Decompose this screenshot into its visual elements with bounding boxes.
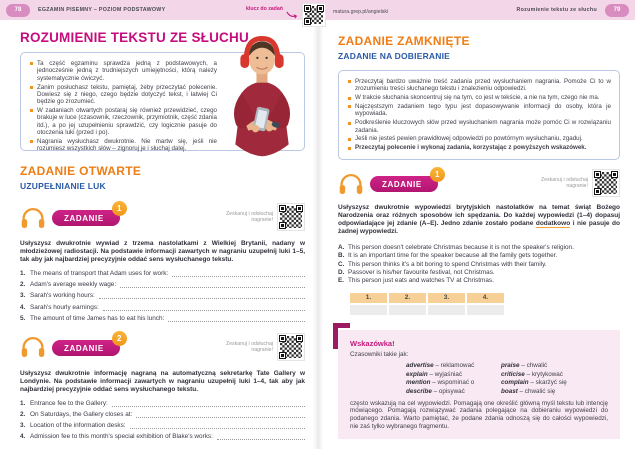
grid-header-cell: 2. <box>389 293 426 303</box>
vocab-entry <box>501 371 608 378</box>
gap-item <box>20 411 305 418</box>
grid-answer-cell <box>428 305 465 315</box>
section-subtitle-matching: ZADANIE NA DOBIERANIE <box>338 51 451 61</box>
headphones-icon <box>338 172 364 195</box>
vocab-translation: – opisywać <box>433 387 465 395</box>
vocab-translation: – chwalić <box>521 362 548 370</box>
scan-hint-text: Zeskanuj i odsłuchaj nagranie! <box>225 340 273 353</box>
vocab-entry <box>501 379 608 386</box>
option-text: It is an important time for the speaker because all the family gets together. <box>348 252 558 260</box>
vocab-word: advertise <box>406 362 434 370</box>
gap-item <box>20 270 305 277</box>
task-badge <box>370 169 440 193</box>
task1-gap-list <box>20 270 305 322</box>
vocab-list <box>406 362 608 395</box>
dotted-answer-line <box>217 434 305 440</box>
tip-bullet: Najczęstszym zadaniem tego typu jest dopasowywanie informacji do osoby, która je wypowiada. <box>347 103 611 118</box>
grid-answer-cell <box>350 305 387 315</box>
hint-body: często wskazują na cel wypowiedzi. Pomagają one określić główną myśl tekstu lub intencję mówiącego. Pomagają rozwiązywać zadania polegające na dobieraniu wypowiedzi do podanego zdania. Warto pamiętać, że podane zdania odnoszą się do całości wypowiedzi, nie zaś tylko wybranego fragmentu. <box>350 399 608 430</box>
vocab-word: criticise <box>501 370 525 378</box>
vocab-translation: – krytykować <box>526 370 563 378</box>
vocab-word: describe <box>406 387 432 395</box>
vocab-word: explain <box>406 370 428 378</box>
dotted-answer-line <box>136 412 305 418</box>
task1-badge-row <box>338 168 620 198</box>
qr-code-task1-audio <box>592 169 620 197</box>
item-text: Admission fee to this month's special exhibition of Blake's works: <box>30 433 213 441</box>
item-number: 3. <box>20 422 26 430</box>
task-badge-label: ZADANIE <box>370 176 438 192</box>
answer-grid <box>350 293 504 315</box>
hint-lead: Czasowniki takie jak: <box>350 351 409 359</box>
site-url: matura.grep.pl/angielski <box>333 9 389 15</box>
vocab-entry <box>406 388 501 395</box>
vocab-word: boast <box>501 387 518 395</box>
highlighted-word: dodatkowo <box>535 220 571 228</box>
vocab-entry <box>406 362 501 369</box>
item-text: Sarah's hourly earnings: <box>30 303 99 311</box>
option-letter: D. <box>338 268 345 276</box>
instruction-text: Usłyszysz dwukrotnie wypowiedzi brytyjskich nastolatków na temat świąt Bożego Narodzenia oraz różnych sposobów ich spędzania. Do każdej wypowiedzi (1–4) dopasuj odpowiadające jej zdanie (A–E). Jedno zdanie zostało podane <box>338 204 620 228</box>
task1-instructions: Usłyszysz dwukrotnie wywiad z trzema nastolatkami z Wielkiej Brytanii, nadany w młodzieżowej radiostacji. Na podstawie informacji zawartych w nagraniu uzupełnij luki 1–5, tak aby jak najbardziej precyzyjnie oddać sens wysłuchanego tekstu. <box>20 240 305 263</box>
tip-bullet: W zadaniach otwartych postaraj się również przewidzieć, czego brakuje w luce (czasownik, rzeczownik, przymiotnik, część zdania itd.), a po jej uzupełnieniu sprawdzić, czy logicznie pasuje do otoczenia luki (przed i po). <box>29 107 217 136</box>
task2-gap-list <box>20 400 305 441</box>
item-number: 2. <box>20 281 26 289</box>
header-left-title: EGZAMIN PISEMNY – POZIOM PODSTAWOWY <box>38 7 166 13</box>
right-page <box>338 26 620 439</box>
item-number: 3. <box>20 292 26 300</box>
vocab-translation: – wspominać o <box>432 379 475 387</box>
hint-title: Wskazówka! <box>350 339 395 349</box>
qr-code-answer-key <box>302 3 326 27</box>
tip-bullet: Przeczytaj bardzo uważnie treść zadania przed wysłuchaniem nagrania. Pomoże Ci to w zrozumieniu treści słuchanego tekstu i znalezieniu odpowiedzi. <box>347 78 611 93</box>
hint-box <box>338 330 620 439</box>
header-right-title: Rozumienie tekstu ze słuchu <box>516 7 597 13</box>
item-text: The means of transport that Adam uses for work: <box>30 270 169 277</box>
dotted-answer-line <box>168 316 305 322</box>
section-title-open-task: ZADANIE OTWARTE <box>20 164 142 178</box>
qr-key-label: klucz do zadań <box>246 6 283 12</box>
item-number: 1. <box>20 399 26 407</box>
vocab-entry <box>406 371 501 378</box>
page-number-badge-right: 79 <box>605 4 629 17</box>
headphones-icon <box>20 335 46 358</box>
task1-badge-row <box>20 202 305 232</box>
page-gutter <box>313 20 323 449</box>
item-number: 4. <box>20 433 26 441</box>
dotted-answer-line <box>172 271 305 277</box>
item-number: 4. <box>20 303 26 311</box>
option-letter: A. <box>338 244 345 252</box>
task2-badge-row <box>20 332 305 362</box>
matching-tips-list <box>347 78 611 152</box>
option-letter: B. <box>338 252 345 260</box>
tip-bullet-bold: Przeczytaj polecenie i wykonaj zadania, korzystając z powyższych wskazówek. <box>347 144 611 151</box>
item-text: Sarah's working hours: <box>30 292 95 300</box>
gap-item <box>20 422 305 429</box>
item-text: Adam's average weekly wage: <box>30 281 117 289</box>
gap-item <box>20 315 305 322</box>
item-number: 5. <box>20 314 26 322</box>
item-number: 1. <box>20 270 26 277</box>
tip-bullet: Nagrania wysłuchasz dwukrotnie. Nie martw się, jeśli nie rozumiesz wszystkich słów – zignoruj je i słuchaj dalej. <box>29 138 217 153</box>
page-number-badge-left: 78 <box>6 4 30 17</box>
grid-answer-cell <box>389 305 426 315</box>
curved-arrow-icon <box>286 10 300 20</box>
item-text: On Saturdays, the Gallery closes at: <box>30 410 133 418</box>
grid-answer-cell <box>467 305 504 315</box>
left-page <box>20 26 305 445</box>
instruction-text: i nie pasuje do żadnej wypowiedzi. <box>338 220 620 236</box>
task-number-badge: 2 <box>112 331 127 346</box>
task-badge-label: ZADANIE <box>52 340 120 356</box>
grid-header-cell: 3. <box>428 293 465 303</box>
dotted-answer-line <box>130 423 305 429</box>
dotted-answer-line <box>120 282 305 288</box>
vocab-word: praise <box>501 362 520 370</box>
grid-header-cell: 1. <box>350 293 387 303</box>
scan-hint-text: Zeskanuj i odsłuchaj nagranie! <box>540 176 588 190</box>
vocab-translation: – reklamować <box>435 362 475 370</box>
hint-corner-mark <box>333 323 350 328</box>
tip-bullet: Jeśli nie jesteś pewien prawidłowej odpowiedzi po powtórnym wysłuchaniu, zgaduj. <box>347 135 611 142</box>
section-subtitle-gap-filling: UZUPEŁNIANIE LUK <box>20 181 106 191</box>
scan-hint-text: Zeskanuj i odsłuchaj nagranie! <box>225 210 273 223</box>
option-text: This person doesn't celebrate Christmas because it is not the speaker's religion. <box>348 244 574 252</box>
vocab-word: complain <box>501 379 529 387</box>
gap-item <box>20 292 305 299</box>
option-row <box>338 252 620 260</box>
matching-tips-box <box>338 70 620 160</box>
qr-code-task2-audio <box>277 333 305 361</box>
task-badge <box>52 333 122 357</box>
chapter-title: ROZUMIENIE TEKSTU ZE SŁUCHU <box>20 30 249 45</box>
gap-item <box>20 400 305 407</box>
intro-tips-box <box>20 52 305 151</box>
tip-bullet: Podkreślenie kluczowych słów przed wysłuchaniem nagrania może pomóc Ci w rozwiązaniu zadania. <box>347 119 611 134</box>
gap-item <box>20 433 305 440</box>
option-row <box>338 244 620 252</box>
option-text: This person thinks it's a bit boring to spend Christmas with their family. <box>348 260 547 268</box>
option-text: Passover is his/her favourite festival, not Christmas. <box>348 268 495 276</box>
vocab-entry <box>501 362 608 369</box>
task-badge-label: ZADANIE <box>52 210 120 226</box>
task2-instructions: Usłyszysz dwukrotnie informację nagraną na automatyczną sekretarkę Tate Gallery w Londynie. Na podstawie informacji zawartych w nagraniu uzupełnij luki 1–4, tak aby jak najbardziej precyzyjnie oddać sens wysłuchanego tekstu. <box>20 369 305 393</box>
vocab-word: mention <box>406 379 431 387</box>
option-row <box>338 277 620 285</box>
tip-bullet: Zanim posłuchasz tekstu, pamiętaj, żeby przeczytać polecenie. Dowiesz się z niego, czego będzie dotyczyć tekst, i łatwiej Ci będzie go zrozumieć. <box>29 84 217 106</box>
item-text: Entrance fee to the Gallery: <box>30 399 108 407</box>
dotted-answer-line <box>99 293 305 299</box>
qr-code-task1-audio <box>277 203 305 231</box>
option-text: This person just eats and watches TV at Christmas. <box>348 276 494 284</box>
options-list <box>338 244 620 285</box>
gap-item <box>20 281 305 288</box>
option-letter: C. <box>338 260 345 268</box>
option-row <box>338 261 620 269</box>
dotted-answer-line <box>103 305 305 311</box>
grid-header-cell: 4. <box>467 293 504 303</box>
tip-bullet: W trakcie słuchania skoncentruj się na tym, co jest w tekście, a nie na tym, czego nie ma. <box>347 94 611 101</box>
vocab-translation: – skarżyć się <box>530 379 567 387</box>
item-text: The amount of time James has to eat his lunch: <box>30 314 165 322</box>
task-number-badge: 1 <box>112 201 127 216</box>
vocab-translation: – wyjaśniać <box>429 370 463 378</box>
task1-instructions <box>338 204 620 236</box>
headphones-icon <box>20 206 46 229</box>
vocab-translation: – chwalić się <box>519 387 556 395</box>
option-letter: E. <box>338 276 345 284</box>
task-badge <box>52 203 122 227</box>
tip-bullet: Ta część egzaminu sprawdza jedną z podstawowych, a jednocześnie jedną z trudniejszych umiejętności, którą należy systematycznie ćwiczyć. <box>29 60 217 82</box>
item-number: 2. <box>20 410 26 418</box>
gap-item <box>20 304 305 311</box>
vocab-entry <box>406 379 501 386</box>
dotted-answer-line <box>112 401 305 407</box>
option-row <box>338 269 620 277</box>
header-band <box>0 0 635 20</box>
task-number-badge: 1 <box>430 167 445 182</box>
student-photo <box>216 32 308 172</box>
item-text: Location of the information desks: <box>30 422 126 430</box>
section-title-closed-task: ZADANIE ZAMKNIĘTE <box>338 34 470 48</box>
vocab-entry <box>501 388 608 395</box>
